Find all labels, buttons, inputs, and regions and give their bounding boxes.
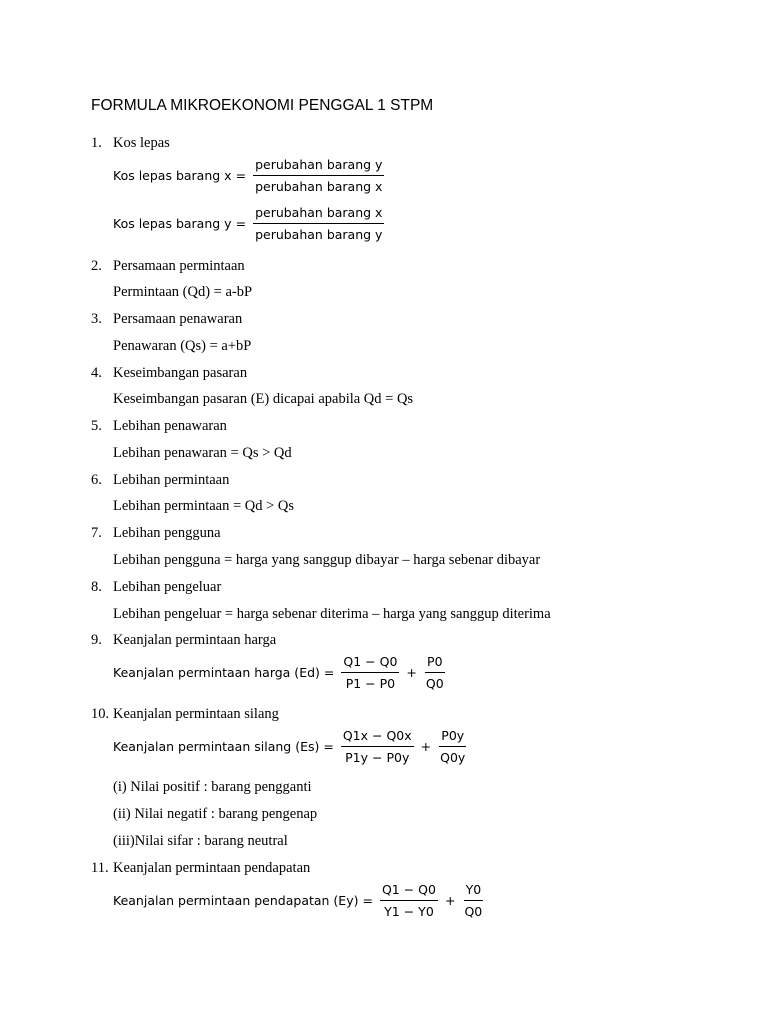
item-number: 6. <box>91 472 102 488</box>
fraction <box>380 882 438 919</box>
item-body: Lebihan permintaan = Qd > Qs <box>113 498 295 514</box>
item-heading: Lebihan pengeluar <box>113 579 222 595</box>
numerator: perubahan barang x <box>253 205 384 224</box>
equals-sign: = <box>235 168 247 183</box>
item-body: Penawaran (Qs) = a+bP <box>113 338 252 354</box>
fraction <box>438 728 467 765</box>
note-negative: (ii) Nilai negatif : barang pengenap <box>113 806 318 822</box>
denominator: perubahan barang x <box>255 179 383 194</box>
numerator: Q1 − Q0 <box>341 654 399 673</box>
numerator: Q1x − Q0x <box>341 728 414 747</box>
plus-sign: + <box>444 893 456 908</box>
item-body: Keseimbangan pasaran (E) dicapai apabila Qd = Qs <box>113 391 414 407</box>
item-number: 5. <box>91 418 102 434</box>
formula-kos-lepas-y <box>113 205 387 242</box>
numerator: P0y <box>439 728 466 747</box>
denominator: Q0y <box>440 750 466 765</box>
item-body: Lebihan pengeluar = harga sebenar diterima – harga yang sanggup diterima <box>113 606 551 622</box>
equals-sign: = <box>323 665 335 680</box>
fraction <box>341 654 399 691</box>
item-heading: Lebihan pengguna <box>113 525 221 541</box>
denominator: P1 − P0 <box>345 676 396 691</box>
denominator: Q0 <box>425 676 444 691</box>
item-heading: Keanjalan permintaan silang <box>113 706 279 722</box>
note-positive: (i) Nilai positif : barang pengganti <box>113 779 312 795</box>
formula-lhs: Kos lepas barang y <box>113 216 232 231</box>
item-heading: Kos lepas <box>113 135 170 151</box>
plus-sign: + <box>406 665 417 680</box>
denominator: perubahan barang y <box>255 227 383 242</box>
numerator: Y0 <box>464 882 484 901</box>
formula-kos-lepas-x <box>113 157 387 194</box>
plus-sign: + <box>420 739 432 754</box>
formula-lhs: Kos lepas barang x <box>113 168 232 183</box>
denominator: Q0 <box>464 904 483 919</box>
formula-lhs: Keanjalan permintaan silang (Es) <box>113 739 320 754</box>
denominator: Y1 − Y0 <box>384 904 434 919</box>
item-heading: Persamaan permintaan <box>113 258 245 274</box>
item-heading: Keseimbangan pasaran <box>113 365 248 381</box>
fraction <box>253 205 384 242</box>
fraction <box>341 728 414 765</box>
item-number: 3. <box>91 311 102 327</box>
item-number: 9. <box>91 632 102 648</box>
fraction <box>462 882 484 919</box>
equals-sign: = <box>323 739 334 754</box>
fraction <box>253 157 384 194</box>
equals-sign: = <box>362 893 373 908</box>
numerator: perubahan barang y <box>253 157 384 176</box>
item-number: 1. <box>91 135 102 151</box>
item-body: Lebihan pengguna = harga yang sanggup dibayar – harga sebenar dibayar <box>113 552 541 568</box>
item-number: 2. <box>91 258 102 274</box>
denominator: P1y − P0y <box>345 750 410 765</box>
formula-lhs: Keanjalan permintaan harga (Ed) <box>113 665 320 680</box>
item-heading: Keanjalan permintaan harga <box>113 632 277 648</box>
item-heading: Persamaan penawaran <box>113 311 243 327</box>
formula-es <box>113 728 470 765</box>
item-heading: Keanjalan permintaan pendapatan <box>113 860 311 876</box>
item-heading: Lebihan penawaran <box>113 418 227 434</box>
item-number: 11. <box>91 860 109 876</box>
item-heading: Lebihan permintaan <box>113 472 230 488</box>
formula-ey <box>113 882 487 919</box>
item-number: 8. <box>91 579 102 595</box>
formula-ed <box>113 654 449 691</box>
equals-sign: = <box>235 216 247 231</box>
numerator: Q1 − Q0 <box>380 882 438 901</box>
note-zero: (iii)Nilai sifar : barang neutral <box>113 833 288 849</box>
page-title: FORMULA MIKROEKONOMI PENGGAL 1 STPM <box>91 97 434 114</box>
numerator: P0 <box>425 654 445 673</box>
fraction <box>424 654 446 691</box>
item-body: Lebihan penawaran = Qs > Qd <box>113 445 292 461</box>
item-number: 10. <box>91 706 110 722</box>
formula-lhs: Keanjalan permintaan pendapatan (Ey) <box>113 893 359 908</box>
item-number: 4. <box>91 365 102 381</box>
item-body: Permintaan (Qd) = a-bP <box>113 284 253 300</box>
item-number: 7. <box>91 525 102 541</box>
